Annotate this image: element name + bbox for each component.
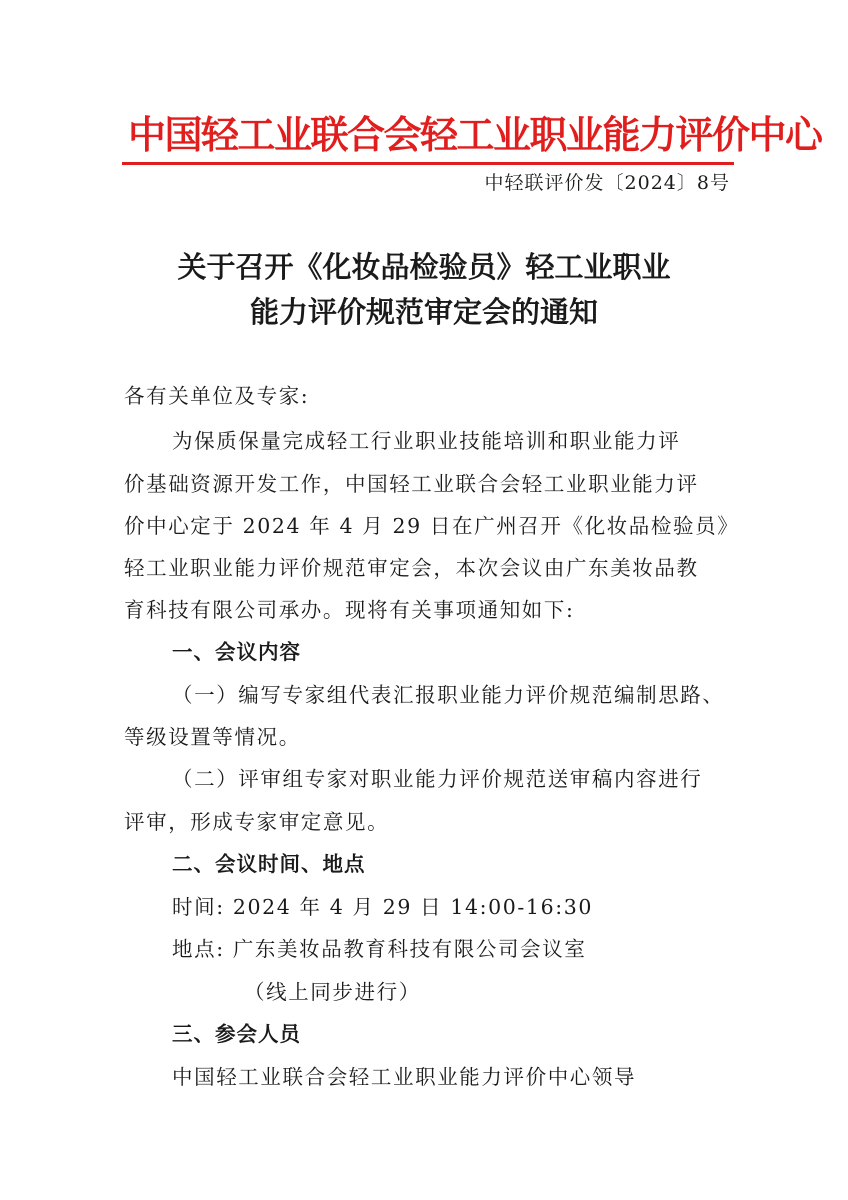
item-2-line-2: 评审，形成专家审定意见。 (124, 810, 390, 834)
title-line-2: 能力评价规范审定会的通知 (249, 295, 598, 329)
organization-letterhead: 中国轻工业联合会轻工业职业能力评价中心 (128, 113, 822, 157)
item-2-line-1: （二）评审组专家对职业能力评价规范送审稿内容进行 (172, 767, 703, 791)
item-1-line-1: （一）编写专家组代表汇报职业能力评价规范编制思路、 (172, 683, 725, 707)
intro-line-4: 轻工业职业能力评价规范审定会，本次会议由广东美妆品教 (124, 556, 699, 580)
intro-line-5: 育科技有限公司承办。现将有关事项通知如下: (124, 598, 575, 622)
letterhead-red-rule (122, 162, 734, 165)
intro-line-2: 价基础资源开发工作，中国轻工业联合会轻工业职业能力评 (124, 472, 699, 496)
meeting-place: 地点: 广东美妆品教育科技有限公司会议室 (172, 937, 587, 961)
section-heading-meeting-content: 一、会议内容 (172, 640, 301, 664)
item-1-line-2: 等级设置等情况。 (124, 725, 301, 749)
section-heading-time-place: 二、会议时间、地点 (172, 852, 366, 876)
salutation: 各有关单位及专家: (124, 384, 310, 408)
intro-line-1: 为保质保量完成轻工行业职业技能培训和职业能力评 (172, 429, 681, 453)
title-line-1: 关于召开《化妆品检验员》轻工业职业 (177, 250, 671, 284)
online-note: （线上同步进行） (244, 980, 421, 1004)
section-heading-attendees: 三、参会人员 (172, 1022, 301, 1046)
attendees-line-1: 中国轻工业联合会轻工业职业能力评价中心领导 (172, 1065, 637, 1089)
intro-line-3: 价中心定于 2024 年 4 月 29 日在广州召开《化妆品检验员》 (124, 514, 740, 538)
document-title (100, 245, 748, 335)
document-number: 中轻联评价发〔2024〕8号 (484, 172, 730, 194)
meeting-time: 时间: 2024 年 4 月 29 日 14:00-16:30 (172, 895, 594, 919)
